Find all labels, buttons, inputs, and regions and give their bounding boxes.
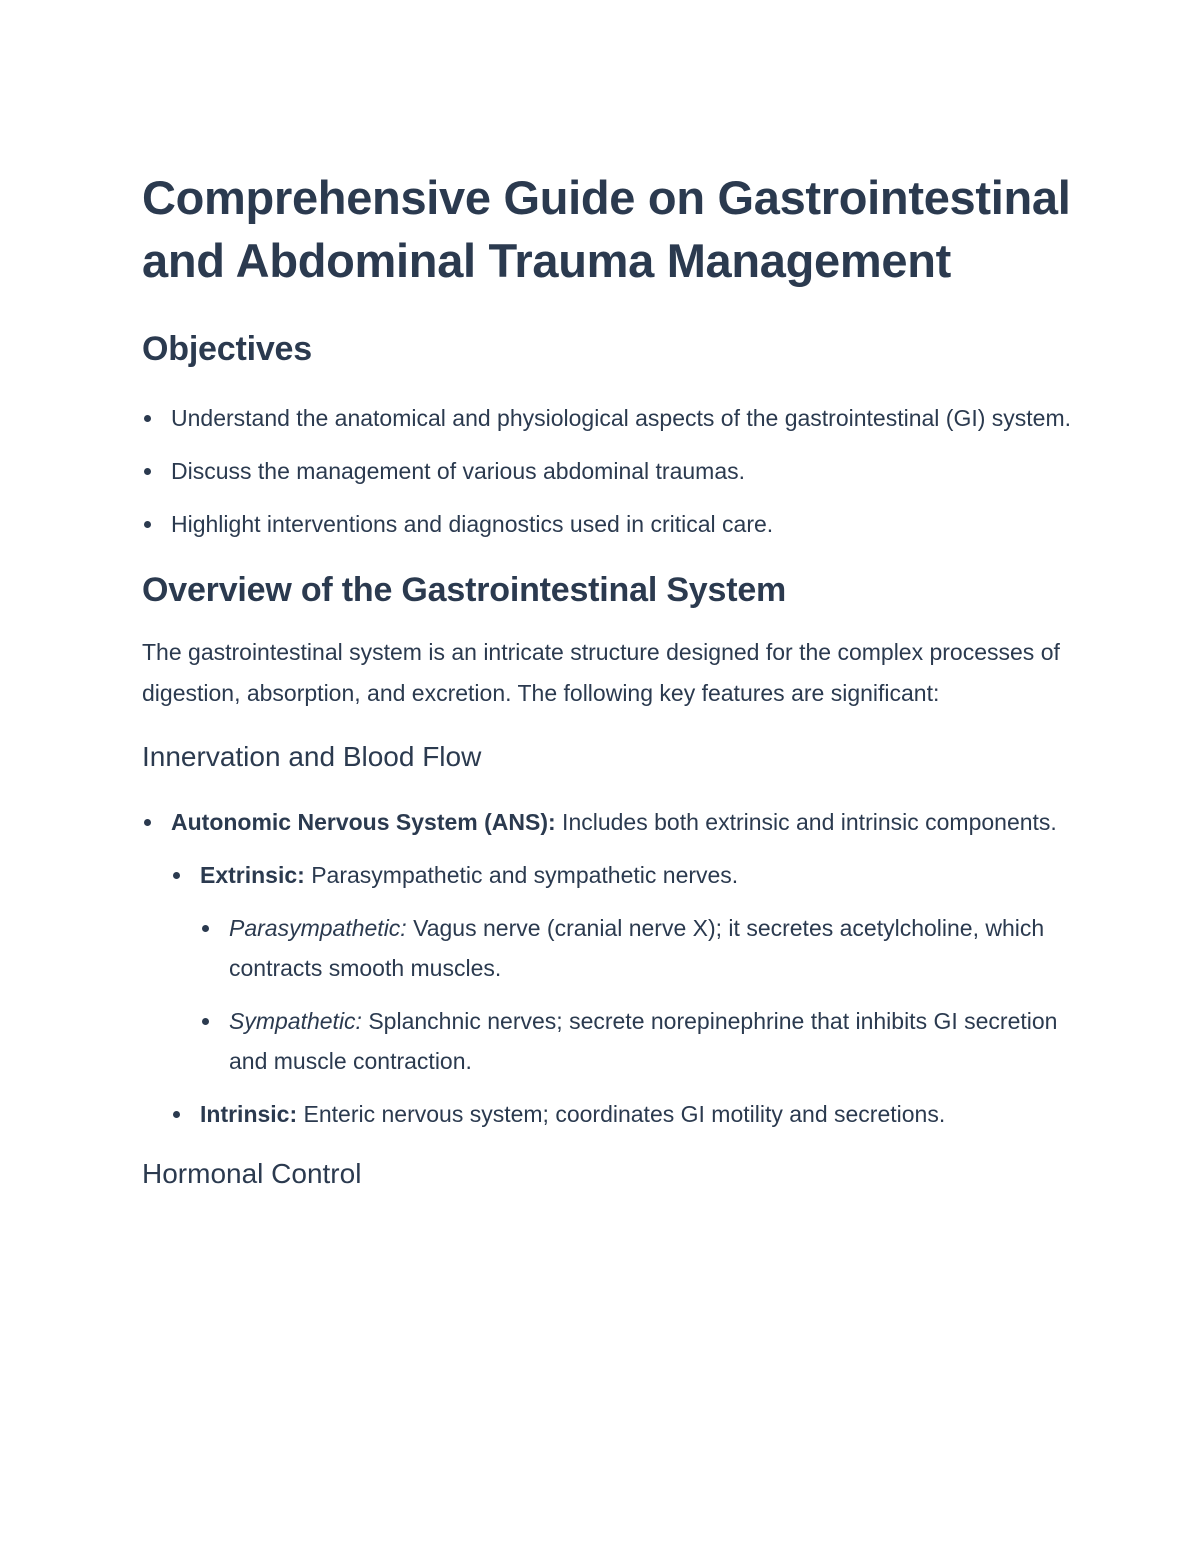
overview-intro-paragraph: The gastrointestinal system is an intricate structure designed for the complex processes of digestion, absorption, and excretion. The following key features are significant: <box>142 639 1060 706</box>
parasympathetic-label: Parasympathetic: <box>229 915 407 941</box>
sympathetic-text: Splanchnic nerves; secrete norepinephrine that inhibits GI secretion and muscle contraction. <box>229 1008 1058 1074</box>
ans-text: Includes both extrinsic and intrinsic components. <box>555 809 1057 835</box>
extrinsic-text: Parasympathetic and sympathetic nerves. <box>304 862 739 888</box>
innervation-list <box>142 802 1072 1134</box>
sympathetic-item <box>200 1001 1072 1081</box>
objectives-heading: Objectives <box>142 330 312 368</box>
hormonal-control-heading: Hormonal Control <box>142 1158 362 1189</box>
objective-item: Highlight interventions and diagnostics used in critical care. <box>142 504 1072 544</box>
intrinsic-item <box>171 1094 1072 1134</box>
parasympathetic-text: Vagus nerve (cranial nerve X); it secretes acetylcholine, which contracts smooth muscles. <box>229 915 1045 981</box>
extrinsic-sublist <box>200 908 1072 1081</box>
sympathetic-label: Sympathetic: <box>229 1008 362 1034</box>
objective-item: Discuss the management of various abdominal traumas. <box>142 451 1072 491</box>
parasympathetic-item <box>200 908 1072 988</box>
intrinsic-text: Enteric nervous system; coordinates GI motility and secretions. <box>297 1101 946 1127</box>
objectives-list <box>142 398 1072 544</box>
extrinsic-item <box>171 855 1072 1081</box>
document-page <box>142 166 1072 1192</box>
document-title: Comprehensive Guide on Gastrointestinal and Abdominal Trauma Management <box>142 171 1071 287</box>
intrinsic-label: Intrinsic: <box>200 1101 298 1127</box>
innervation-heading: Innervation and Blood Flow <box>142 741 482 772</box>
objective-item: Understand the anatomical and physiological aspects of the gastrointestinal (GI) system. <box>142 398 1072 438</box>
ans-label: Autonomic Nervous System (ANS): <box>171 809 556 835</box>
overview-heading: Overview of the Gastrointestinal System <box>142 571 787 609</box>
extrinsic-label: Extrinsic: <box>200 862 305 888</box>
ans-item <box>142 802 1072 1134</box>
ans-sublist <box>171 855 1072 1134</box>
